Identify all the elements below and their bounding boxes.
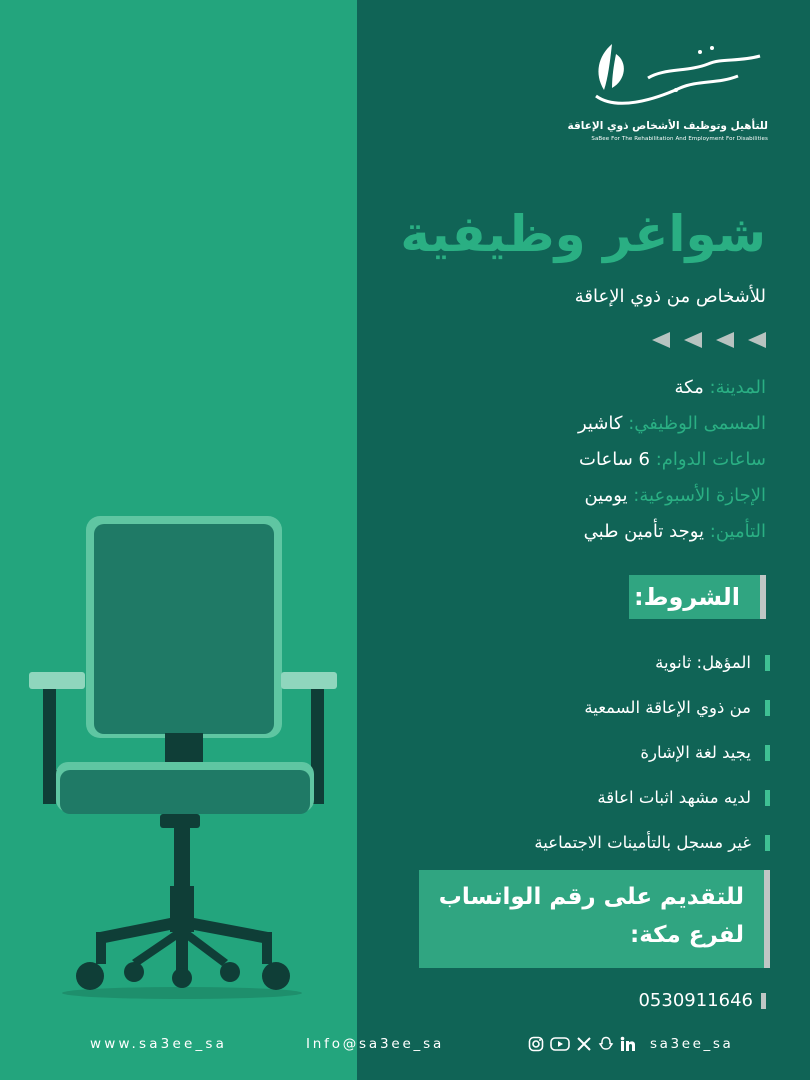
- job-details: [578, 370, 766, 550]
- bullet-bar: [765, 655, 770, 671]
- bullet-bar: [765, 835, 770, 851]
- conditions-heading: الشروط:: [629, 575, 766, 619]
- logo-english-tagline: SaBee For The Rehabilitation And Employment For Disabilities: [591, 136, 768, 142]
- detail-insurance: [578, 514, 766, 550]
- detail-key: التأمين:: [709, 521, 766, 542]
- arrow-left-icon: [748, 332, 766, 348]
- arrow-left-icon: [716, 332, 734, 348]
- social-links: [528, 1036, 733, 1052]
- detail-value: يوجد تأمين طبي: [583, 521, 705, 542]
- bullet-bar: [761, 993, 766, 1009]
- detail-working-hours: [578, 442, 766, 478]
- condition-text: من ذوي الإعاقة السمعية: [584, 698, 751, 717]
- footer: [0, 1036, 810, 1058]
- logo: [567, 38, 768, 148]
- list-item: [534, 640, 770, 685]
- conditions-list: [534, 640, 770, 865]
- apply-instructions: [419, 870, 770, 968]
- list-item: [534, 775, 770, 820]
- condition-text: يجيد لغة الإشارة: [640, 743, 751, 762]
- condition-text: لديه مشهد اثبات اعاقة: [597, 788, 751, 807]
- phone-number[interactable]: [638, 990, 766, 1011]
- condition-text: غير مسجل بالتأمينات الاجتماعية: [534, 833, 751, 852]
- apply-line-2: لفرع مكة:: [630, 922, 744, 948]
- social-handle[interactable]: sa3ee_sa: [650, 1036, 734, 1052]
- linkedin-icon[interactable]: [620, 1036, 638, 1052]
- detail-job-title: [578, 406, 766, 442]
- detail-key: الإجازة الأسبوعية:: [633, 485, 766, 506]
- office-chair-illustration: [0, 0, 357, 1080]
- detail-city: [578, 370, 766, 406]
- bullet-bar: [765, 745, 770, 761]
- email-link[interactable]: Info@sa3ee_sa: [306, 1036, 445, 1052]
- detail-value: 6 ساعات: [579, 449, 650, 470]
- detail-weekly-off: [578, 478, 766, 514]
- detail-key: ساعات الدوام:: [655, 449, 766, 470]
- phone-text: 0530911646: [638, 990, 753, 1011]
- detail-key: المدينة:: [709, 377, 766, 398]
- logo-arabic-tagline: للتأهيل وتوظيف الأشخاص ذوي الإعاقة: [567, 120, 768, 132]
- detail-value: كاشير: [577, 413, 623, 434]
- logo-emblem-icon: [588, 38, 768, 116]
- condition-text: المؤهل: ثانوية: [655, 653, 751, 672]
- snapchat-icon[interactable]: [598, 1036, 614, 1052]
- list-item: [534, 820, 770, 865]
- page-subtitle: للأشخاص من ذوي الإعاقة: [574, 286, 766, 307]
- decorative-arrows: [652, 332, 766, 348]
- apply-line-1: للتقديم على رقم الواتساب: [438, 884, 744, 910]
- arrow-left-icon: [684, 332, 702, 348]
- website-link[interactable]: www.sa3ee_sa: [90, 1036, 228, 1052]
- bullet-bar: [765, 700, 770, 716]
- detail-value: يومين: [584, 485, 628, 506]
- detail-value: مكة: [674, 377, 704, 398]
- detail-key: المسمى الوظيفي:: [628, 413, 766, 434]
- list-item: [534, 730, 770, 775]
- youtube-icon[interactable]: [550, 1036, 570, 1052]
- arrow-left-icon: [652, 332, 670, 348]
- bullet-bar: [765, 790, 770, 806]
- page-title: شواغر وظيفية: [400, 205, 766, 263]
- list-item: [534, 685, 770, 730]
- x-twitter-icon[interactable]: [576, 1036, 592, 1052]
- instagram-icon[interactable]: [528, 1036, 544, 1052]
